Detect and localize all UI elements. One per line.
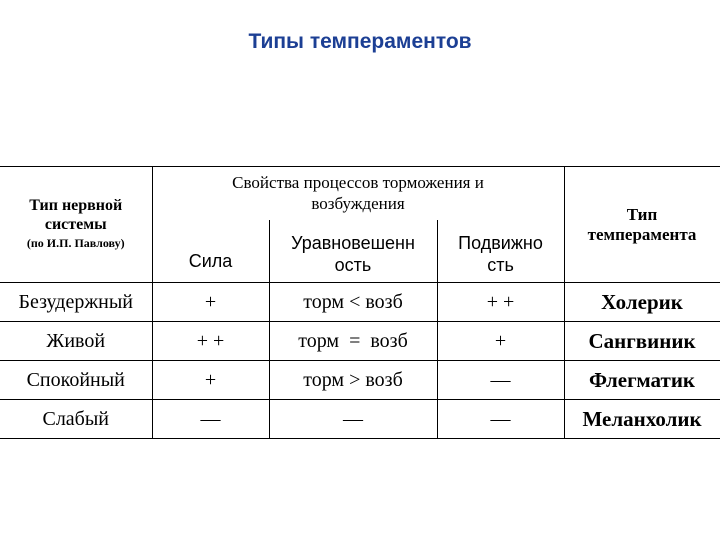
header-mobility: Подвижно сть [437, 220, 564, 283]
cell-strength: — [152, 400, 269, 439]
table-row [0, 400, 720, 439]
cell-temperament: Сангвиник [564, 322, 720, 361]
cell-mobility: — [437, 361, 564, 400]
header-strength: Сила [152, 220, 269, 283]
cell-strength: + [152, 283, 269, 322]
cell-balance: — [269, 400, 437, 439]
temperament-table [0, 166, 720, 439]
header-type-line3: (по И.П. Павлову) [26, 236, 125, 250]
header-nervous-type [0, 167, 152, 283]
header-type-line1: Тип нервной [29, 197, 123, 214]
cell-balance: торм = возб [269, 322, 437, 361]
cell-temperament: Флегматик [564, 361, 720, 400]
cell-type: Спокойный [0, 361, 152, 400]
cell-type: Слабый [0, 400, 152, 439]
cell-mobility: + [437, 322, 564, 361]
cell-mobility: + + [437, 283, 564, 322]
cell-type: Безудержный [0, 283, 152, 322]
cell-strength: + + [152, 322, 269, 361]
cell-balance: торм < возб [269, 283, 437, 322]
header-balance: Уравновешенн ость [269, 220, 437, 283]
header-type-line2: системы [44, 216, 107, 233]
cell-strength: + [152, 361, 269, 400]
table-row [0, 361, 720, 400]
cell-balance: торм > возб [269, 361, 437, 400]
cell-temperament: Холерик [564, 283, 720, 322]
page-title: Типы темпераментов [248, 30, 472, 53]
header-properties: Свойства процессов торможения и возбуждения [152, 167, 564, 220]
cell-mobility: — [437, 400, 564, 439]
cell-type: Живой [0, 322, 152, 361]
cell-temperament: Меланхолик [564, 400, 720, 439]
header-temperament: Тип темперамента [564, 167, 720, 283]
table-row [0, 322, 720, 361]
table-row [0, 283, 720, 322]
